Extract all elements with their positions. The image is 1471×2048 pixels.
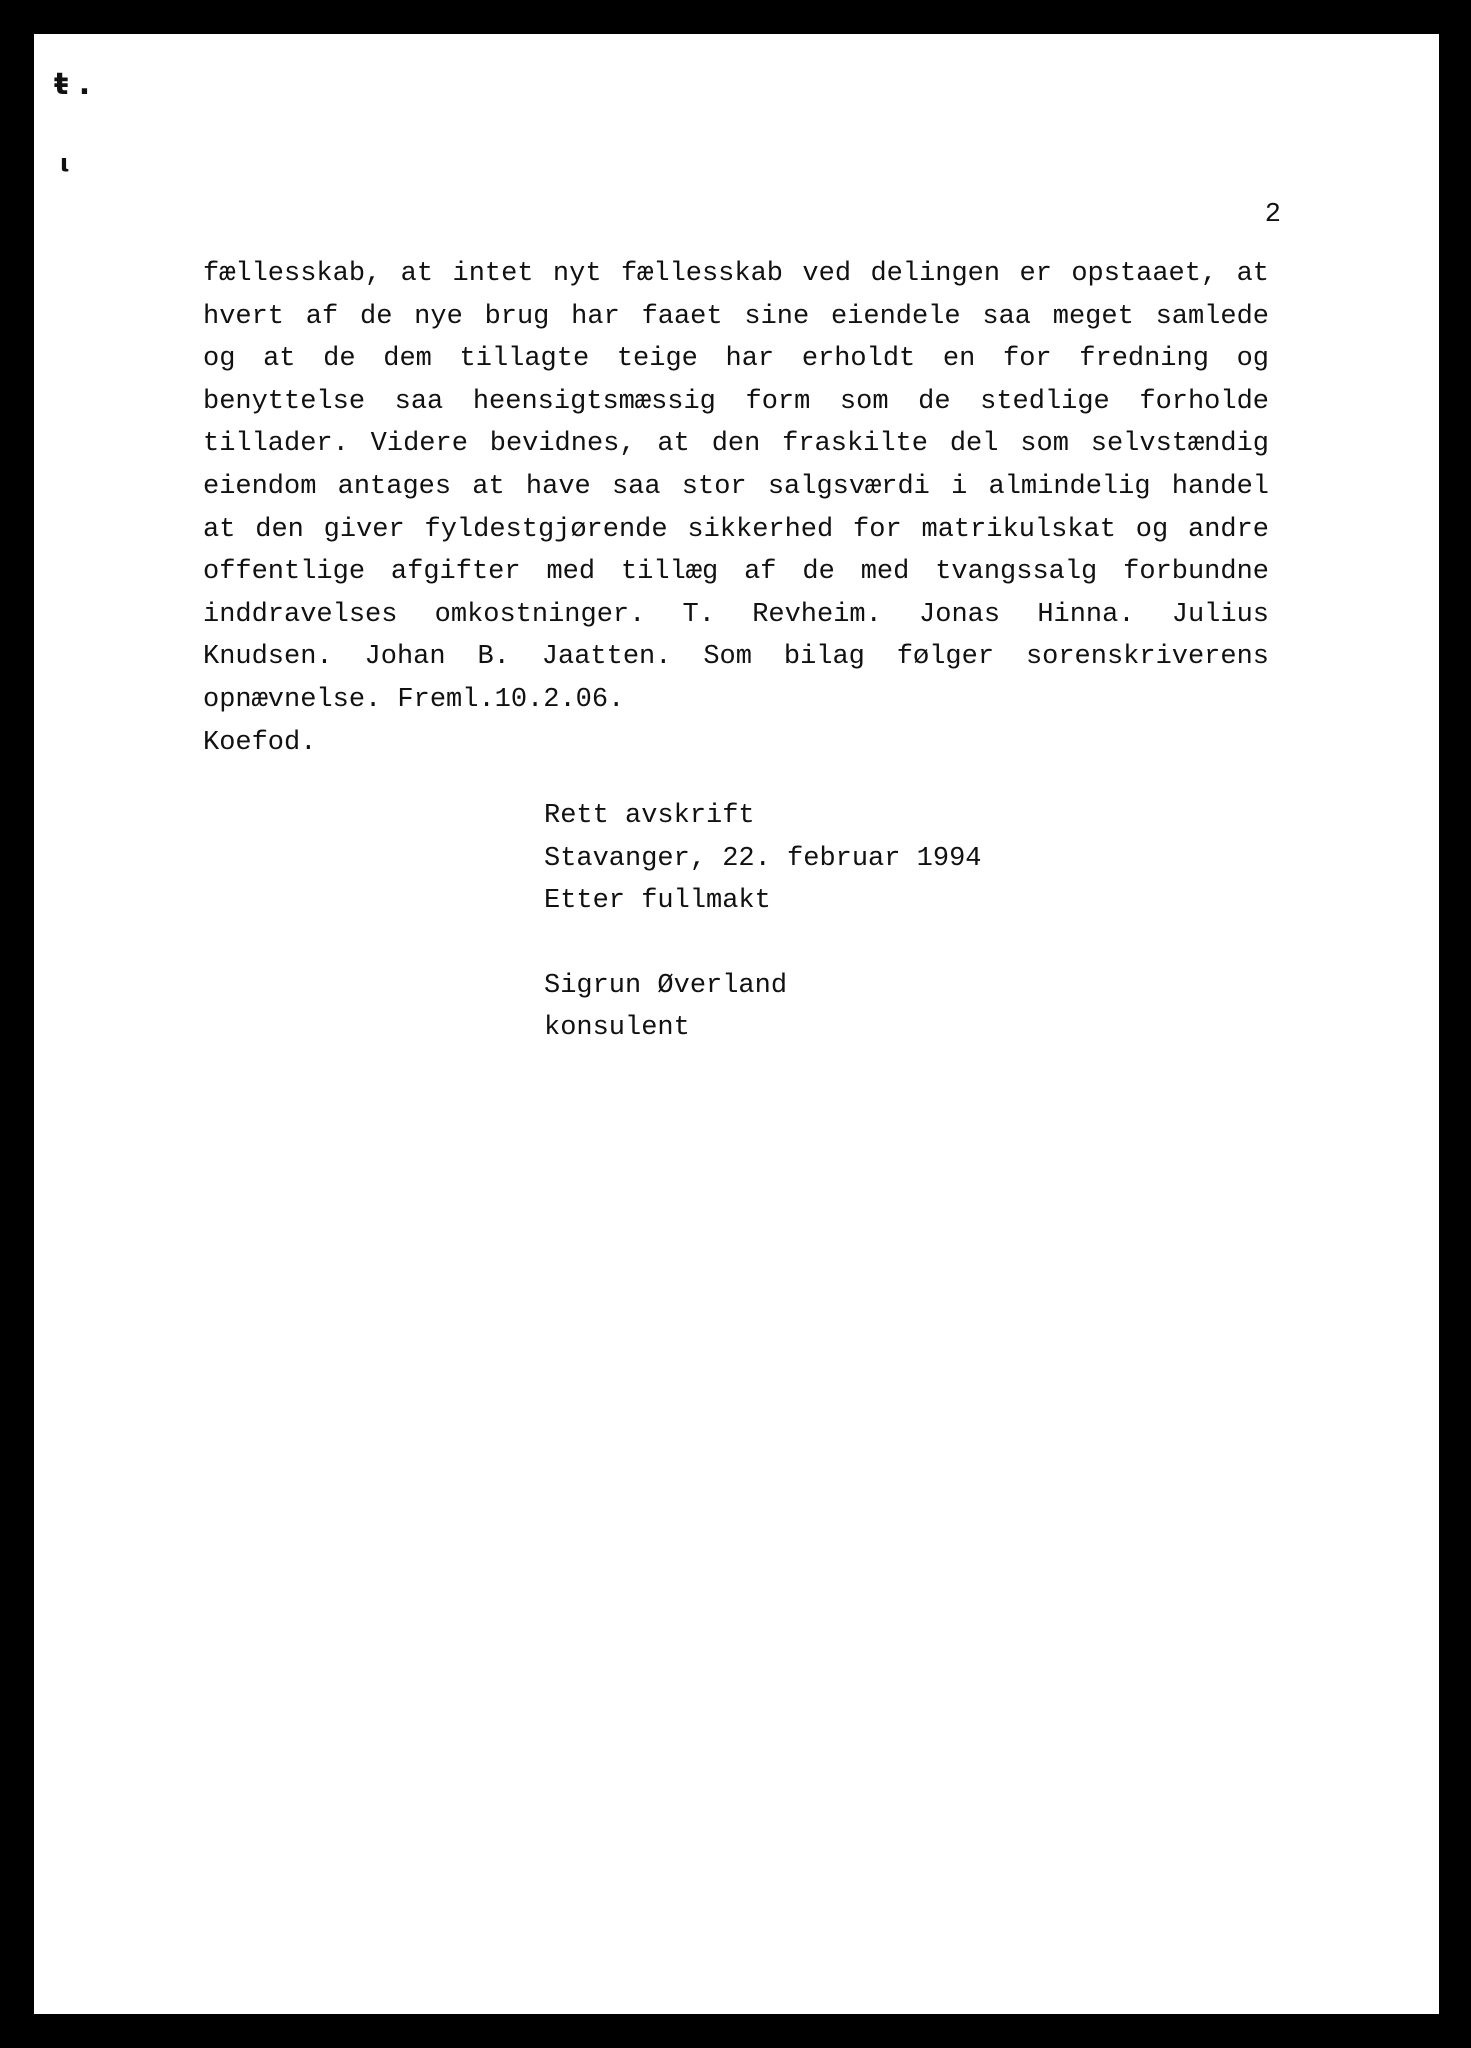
body-line: tillader. Videre bevidnes, at den fraskilte del som selvstændig <box>203 429 1269 460</box>
body-line: benyttelse saa heensigtsmæssig form som de stedlige forholde <box>203 386 1269 417</box>
margin-mark-top: ŧ . <box>54 67 91 102</box>
page-number: 2 <box>1264 200 1281 230</box>
signatory-name: Sigrun Øverland <box>544 970 788 1001</box>
body-line: opnævnelse. Freml.10.2.06. <box>203 684 625 715</box>
attestation-block <box>544 795 981 1050</box>
margin-mark-bottom: ι <box>60 149 70 177</box>
body-line: inddravelses omkostninger. T. Revheim. Jonas Hinna. Julius <box>203 599 1269 630</box>
body-line: og at de dem tillagte teige har erholdt en for fredning og <box>203 344 1269 375</box>
body-line-signoff: Koefod. <box>203 727 317 758</box>
attestation-place-date: Stavanger, 22. februar 1994 <box>544 843 982 874</box>
body-line: at den giver fyldestgjørende sikkerhed for matrikulskat og andre <box>203 514 1269 545</box>
body-line: eiendom antages at have saa stor salgsværdi i almindelig handel <box>203 471 1269 502</box>
attestation-heading: Rett avskrift <box>544 801 755 831</box>
body-line: hvert af de nye brug har faaet sine eiendele saa meget samlede <box>203 301 1269 332</box>
body-line: Knudsen. Johan B. Jaatten. Som bilag følger sorenskriverens <box>203 642 1269 673</box>
attestation-authority: Etter fullmakt <box>544 886 771 916</box>
body-line: offentlige afgifter med tillæg af de med tvangssalg forbundne <box>203 557 1269 588</box>
document-page <box>34 34 1439 2014</box>
body-line: fællesskab, at intet nyt fællesskab ved delingen er opstaaet, at <box>203 259 1269 289</box>
document-body <box>203 253 1269 764</box>
attestation-spacer <box>544 923 981 965</box>
signatory-title: konsulent <box>544 1013 690 1043</box>
